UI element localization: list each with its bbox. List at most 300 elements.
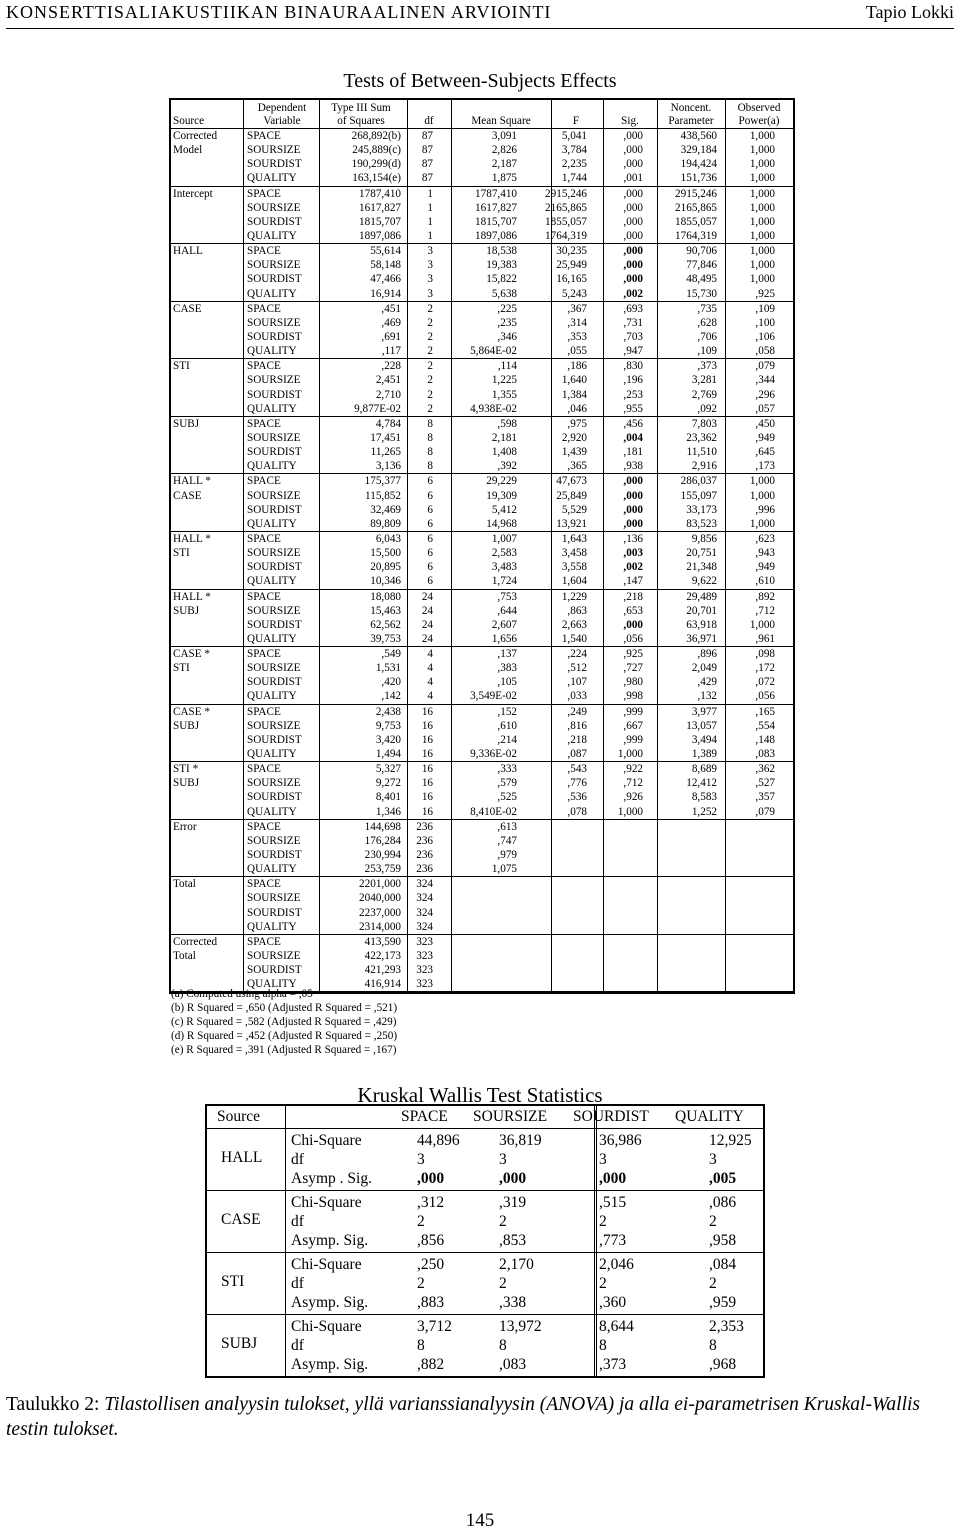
sig-cell: ,196 <box>623 374 643 387</box>
noncent-param-cell: 194,424 <box>680 158 717 171</box>
anova-row <box>171 820 793 834</box>
f-value-cell: 13,921 <box>556 517 587 530</box>
dependent-variable-cell: SOURDIST <box>247 849 302 862</box>
dependent-variable-cell: QUALITY <box>247 287 297 300</box>
kw-soursize-cell: ,000 <box>499 1170 527 1187</box>
sum-of-squares-cell: 2,451 <box>375 374 401 387</box>
anova-source-line: SUBJ <box>173 417 200 430</box>
noncent-param-cell: 3,281 <box>691 374 717 387</box>
f-value-cell: ,107 <box>567 676 587 689</box>
df-cell: 16 <box>421 791 433 804</box>
mean-square-cell: 9,336E-02 <box>470 748 517 761</box>
kw-sourdist-cell: ,360 <box>599 1294 627 1311</box>
mean-square-cell: ,644 <box>497 604 517 617</box>
noncent-param-cell: 2165,865 <box>675 201 717 214</box>
sum-of-squares-cell: 1,494 <box>375 748 401 761</box>
df-cell: 6 <box>427 532 433 545</box>
df-cell: 8 <box>427 431 433 444</box>
kw-header-quality: QUALITY <box>675 1108 744 1125</box>
kw-group-source: SUBJ <box>221 1335 258 1352</box>
dependent-variable-cell: SOURDIST <box>247 733 302 746</box>
df-cell: 4 <box>427 662 433 675</box>
observed-power-cell: ,056 <box>755 690 775 703</box>
sum-of-squares-cell: 32,469 <box>370 503 401 516</box>
f-value-cell: 2915,246 <box>545 187 587 200</box>
noncent-param-cell: 11,510 <box>686 446 717 459</box>
df-cell: 2 <box>427 330 433 343</box>
anova-row <box>171 489 793 503</box>
dependent-variable-cell: SOURDIST <box>247 964 302 977</box>
f-value-cell: ,033 <box>567 690 587 703</box>
observed-power-cell: ,527 <box>755 777 775 790</box>
sum-of-squares-cell: 62,562 <box>370 618 401 631</box>
noncent-param-cell: 7,803 <box>691 417 717 430</box>
observed-power-cell: ,943 <box>755 547 775 560</box>
anova-row <box>171 733 793 747</box>
noncent-param-cell: 21,348 <box>686 561 717 574</box>
anova-source-line: Total <box>173 878 196 891</box>
sum-of-squares-cell: 3,420 <box>375 733 401 746</box>
dependent-variable-cell: SPACE <box>247 935 281 948</box>
header-df: df <box>424 115 434 127</box>
anova-row <box>171 171 793 185</box>
df-cell: 24 <box>421 604 433 617</box>
anova-row <box>171 790 793 804</box>
anova-row <box>171 935 793 949</box>
df-cell: 24 <box>421 632 433 645</box>
mean-square-cell: 2,583 <box>491 547 517 560</box>
anova-row <box>171 503 793 517</box>
sig-cell: ,000 <box>623 201 643 214</box>
kw-row <box>207 1256 763 1275</box>
mean-square-cell: 2,826 <box>491 144 517 157</box>
dependent-variable-cell: SOURDIST <box>247 791 302 804</box>
anova-row <box>171 344 793 358</box>
sum-of-squares-cell: 55,614 <box>370 245 401 258</box>
dependent-variable-cell: SOURDIST <box>247 618 302 631</box>
kw-header-source: Source <box>217 1108 261 1125</box>
mean-square-cell: ,333 <box>497 763 517 776</box>
df-cell: 6 <box>427 489 433 502</box>
anova-row <box>171 604 793 618</box>
f-value-cell: ,543 <box>567 763 587 776</box>
observed-power-cell: 1,000 <box>749 618 775 631</box>
kw-quality-cell: 2 <box>709 1213 717 1230</box>
mean-square-cell: ,598 <box>497 417 517 430</box>
kw-group-source: HALL <box>221 1149 263 1166</box>
mean-square-cell: 2,181 <box>491 431 517 444</box>
mean-square-cell: ,235 <box>497 316 517 329</box>
kw-row <box>207 1318 763 1337</box>
dependent-variable-cell: SOURSIZE <box>247 316 301 329</box>
anova-footnote: (e) R Squared = ,391 (Adjusted R Squared = ,167) <box>171 1044 397 1056</box>
anova-footnote: (d) R Squared = ,452 (Adjusted R Squared = ,250) <box>171 1030 398 1042</box>
kw-quality-cell: ,086 <box>709 1194 737 1211</box>
df-cell: 16 <box>421 763 433 776</box>
sum-of-squares-cell: 47,466 <box>370 273 401 286</box>
f-value-cell: ,186 <box>567 360 587 373</box>
observed-power-cell: ,100 <box>755 316 775 329</box>
sig-cell: ,000 <box>623 503 643 516</box>
noncent-param-cell: 3,494 <box>691 733 717 746</box>
sig-cell: ,998 <box>623 690 643 703</box>
sum-of-squares-cell: 144,698 <box>364 820 401 833</box>
anova-group <box>171 705 793 763</box>
sum-of-squares-cell: 9,753 <box>375 719 401 732</box>
dependent-variable-cell: SOURSIZE <box>247 201 301 214</box>
df-cell: 8 <box>427 417 433 430</box>
f-value-cell: ,536 <box>567 791 587 804</box>
kw-quality-cell: ,968 <box>709 1356 737 1373</box>
noncent-param-cell: 9,856 <box>691 532 717 545</box>
f-value-cell: ,218 <box>567 733 587 746</box>
dependent-variable-cell: SOURSIZE <box>247 374 301 387</box>
noncent-param-cell: 83,523 <box>686 517 717 530</box>
df-cell: 323 <box>416 950 433 963</box>
mean-square-cell: 1,408 <box>491 446 517 459</box>
sig-cell: ,667 <box>623 719 643 732</box>
anova-source-line: Error <box>173 820 197 833</box>
anova-table <box>169 98 795 994</box>
sig-cell: ,000 <box>623 517 643 530</box>
observed-power-cell: ,106 <box>755 330 775 343</box>
dependent-variable-cell: QUALITY <box>247 748 297 761</box>
dependent-variable-cell: SPACE <box>247 820 281 833</box>
df-cell: 16 <box>421 748 433 761</box>
observed-power-cell: ,450 <box>755 417 775 430</box>
observed-power-cell: ,058 <box>755 345 775 358</box>
sum-of-squares-cell: 58,148 <box>370 259 401 272</box>
sig-cell: ,002 <box>623 561 643 574</box>
f-value-cell: ,365 <box>567 460 587 473</box>
df-cell: 8 <box>427 460 433 473</box>
kw-row <box>207 1294 763 1313</box>
observed-power-cell: 1,000 <box>749 215 775 228</box>
kw-space-cell: ,883 <box>417 1294 445 1311</box>
df-cell: 6 <box>427 575 433 588</box>
df-cell: 323 <box>416 964 433 977</box>
kw-space-cell: 2 <box>417 1275 425 1292</box>
observed-power-cell: 1,000 <box>749 489 775 502</box>
dependent-variable-cell: SOURDIST <box>247 446 302 459</box>
sum-of-squares-cell: 416,914 <box>364 978 401 991</box>
anova-row <box>171 834 793 848</box>
anova-source-line: SUBJ <box>173 777 200 790</box>
sum-of-squares-cell: 1815,707 <box>359 215 401 228</box>
mean-square-cell: 1,007 <box>491 532 517 545</box>
f-value-cell: 1855,057 <box>545 215 587 228</box>
sig-cell: ,000 <box>623 158 643 171</box>
noncent-param-cell: 15,730 <box>686 287 717 300</box>
sig-cell: ,999 <box>623 733 643 746</box>
anova-source-line: STI <box>173 360 190 373</box>
sum-of-squares-cell: ,228 <box>381 360 401 373</box>
anova-group <box>171 417 793 475</box>
dependent-variable-cell: SPACE <box>247 590 281 603</box>
anova-source-line: CASE <box>173 302 202 315</box>
sum-of-squares-cell: 9,272 <box>375 777 401 790</box>
observed-power-cell: ,109 <box>755 302 775 315</box>
sum-of-squares-cell: 39,753 <box>370 632 401 645</box>
noncent-param-cell: ,092 <box>697 402 717 415</box>
df-cell: 323 <box>416 978 433 991</box>
anova-row <box>171 143 793 157</box>
sum-of-squares-cell: ,451 <box>381 302 401 315</box>
f-value-cell: ,078 <box>567 805 587 818</box>
kw-space-cell: 3,712 <box>417 1318 452 1335</box>
kw-stat-label: df <box>291 1151 304 1168</box>
kruskal-title: Kruskal Wallis Test Statistics <box>357 1083 603 1107</box>
observed-power-cell: 1,000 <box>749 172 775 185</box>
anova-row <box>171 920 793 934</box>
anova-source-line: CASE * <box>173 705 210 718</box>
noncent-param-cell: 12,412 <box>686 777 717 790</box>
kw-header-space: SPACE <box>401 1108 448 1125</box>
anova-column-divider <box>603 100 604 992</box>
df-cell: 236 <box>416 849 433 862</box>
kw-quality-cell: 2 <box>709 1275 717 1292</box>
kw-sourdist-cell: 8,644 <box>599 1318 634 1335</box>
mean-square-cell: 1,875 <box>491 172 517 185</box>
kw-sourdist-cell: 2 <box>599 1275 607 1292</box>
anova-row <box>171 877 793 891</box>
sig-cell: ,004 <box>623 431 643 444</box>
sum-of-squares-cell: 8,401 <box>375 791 401 804</box>
dependent-variable-cell: SOURSIZE <box>247 719 301 732</box>
sum-of-squares-cell: 6,043 <box>375 532 401 545</box>
sum-of-squares-cell: 15,463 <box>370 604 401 617</box>
sum-of-squares-cell: 18,080 <box>370 590 401 603</box>
sig-cell: ,218 <box>623 590 643 603</box>
noncent-param-cell: 77,846 <box>686 259 717 272</box>
sig-cell: ,456 <box>623 417 643 430</box>
df-cell: 6 <box>427 547 433 560</box>
dependent-variable-cell: QUALITY <box>247 690 297 703</box>
f-value-cell: 5,041 <box>561 130 587 142</box>
observed-power-cell: 1,000 <box>749 259 775 272</box>
mean-square-cell: 15,822 <box>486 273 517 286</box>
kw-space-cell: 8 <box>417 1337 425 1354</box>
df-cell: 2 <box>427 374 433 387</box>
noncent-param-cell: 2915,246 <box>675 187 717 200</box>
sum-of-squares-cell: 11,265 <box>370 446 401 459</box>
dependent-variable-cell: QUALITY <box>247 517 297 530</box>
df-cell: 1 <box>427 229 433 242</box>
anova-row <box>171 201 793 215</box>
kw-quality-cell: ,958 <box>709 1232 737 1249</box>
anova-footnotes <box>171 987 397 1057</box>
anova-source-line: STI <box>173 547 190 560</box>
sig-cell: ,955 <box>623 402 643 415</box>
mean-square-cell: ,579 <box>497 777 517 790</box>
observed-power-cell: ,079 <box>755 360 775 373</box>
df-cell: 236 <box>416 820 433 833</box>
anova-group <box>171 532 793 590</box>
dependent-variable-cell: SOURSIZE <box>247 892 301 905</box>
noncent-param-cell: 1,389 <box>691 748 717 761</box>
noncent-param-cell: ,132 <box>697 690 717 703</box>
anova-row <box>171 287 793 301</box>
sum-of-squares-cell: 1897,086 <box>359 229 401 242</box>
f-value-cell: 3,458 <box>561 547 587 560</box>
kw-soursize-cell: 36,819 <box>499 1132 542 1149</box>
noncent-param-cell: 2,769 <box>691 388 717 401</box>
kw-sourdist-cell: 36,986 <box>599 1132 642 1149</box>
df-cell: 324 <box>416 878 433 891</box>
dependent-variable-cell: SOURDIST <box>247 273 302 286</box>
observed-power-cell: ,892 <box>755 590 775 603</box>
header-power: Observed Power(a) <box>737 102 781 127</box>
dependent-variable-cell: QUALITY <box>247 575 297 588</box>
df-cell: 324 <box>416 906 433 919</box>
anova-row <box>171 805 793 819</box>
mean-square-cell: 3,549E-02 <box>470 690 517 703</box>
mean-square-cell: ,747 <box>497 834 517 847</box>
anova-row <box>171 129 793 143</box>
sig-cell: ,136 <box>623 532 643 545</box>
mean-square-cell: 4,938E-02 <box>470 402 517 415</box>
sig-cell: ,727 <box>623 662 643 675</box>
dependent-variable-cell: SPACE <box>247 705 281 718</box>
noncent-param-cell: 9,622 <box>691 575 717 588</box>
anova-source-line: CASE <box>173 489 202 502</box>
f-value-cell: ,046 <box>567 402 587 415</box>
header-author: Tapio Lokki <box>865 2 954 22</box>
kw-space-cell: ,882 <box>417 1356 445 1373</box>
dependent-variable-cell: SPACE <box>247 475 281 488</box>
anova-source-line: HALL * <box>173 590 211 603</box>
observed-power-cell: ,554 <box>755 719 775 732</box>
anova-source-line: STI <box>173 662 190 675</box>
noncent-param-cell: 1855,057 <box>675 215 717 228</box>
sum-of-squares-cell: 10,346 <box>370 575 401 588</box>
observed-power-cell: ,098 <box>755 648 775 661</box>
sig-cell: ,731 <box>623 316 643 329</box>
noncent-param-cell: 8,689 <box>691 763 717 776</box>
dependent-variable-cell: SOURDIST <box>247 906 302 919</box>
anova-row <box>171 316 793 330</box>
sum-of-squares-cell: 16,914 <box>370 287 401 300</box>
mean-square-cell: ,114 <box>497 360 517 373</box>
noncent-param-cell: 1764,319 <box>675 229 717 242</box>
anova-row <box>171 963 793 977</box>
observed-power-cell: ,172 <box>755 662 775 675</box>
anova-footnote: (a) Computed using alpha = ,05 <box>171 988 313 1000</box>
kw-stat-label: Asymp. Sig. <box>291 1232 369 1249</box>
mean-square-cell: ,979 <box>497 849 517 862</box>
sum-of-squares-cell: ,469 <box>381 316 401 329</box>
sum-of-squares-cell: 2314,000 <box>359 920 401 933</box>
kw-space-cell: 3 <box>417 1151 425 1168</box>
mean-square-cell: ,753 <box>497 590 517 603</box>
df-cell: 2 <box>427 302 433 315</box>
anova-row <box>171 157 793 171</box>
anova-row <box>171 574 793 588</box>
dependent-variable-cell: SOURSIZE <box>247 259 301 272</box>
mean-square-cell: 5,638 <box>491 287 517 300</box>
sig-cell: ,693 <box>623 302 643 315</box>
mean-square-cell: 3,483 <box>491 561 517 574</box>
f-value-cell: ,055 <box>567 345 587 358</box>
anova-source-line: SUBJ <box>173 719 200 732</box>
mean-square-cell: ,214 <box>497 733 517 746</box>
sig-cell: ,147 <box>623 575 643 588</box>
sig-cell: ,980 <box>623 676 643 689</box>
noncent-param-cell: 33,173 <box>686 503 717 516</box>
mean-square-cell: 8,410E-02 <box>470 805 517 818</box>
anova-column-divider <box>451 100 452 992</box>
kw-soursize-cell: 2,170 <box>499 1256 534 1273</box>
f-value-cell: 1,540 <box>561 632 587 645</box>
sig-cell: ,000 <box>623 229 643 242</box>
sum-of-squares-cell: ,691 <box>381 330 401 343</box>
dependent-variable-cell: SPACE <box>247 648 281 661</box>
f-value-cell: ,776 <box>567 777 587 790</box>
sum-of-squares-cell: ,142 <box>381 690 401 703</box>
noncent-param-cell: ,896 <box>697 648 717 661</box>
kw-group <box>207 1129 763 1191</box>
mean-square-cell: 1815,707 <box>475 215 517 228</box>
observed-power-cell: ,961 <box>755 632 775 645</box>
df-cell: 24 <box>421 618 433 631</box>
noncent-param-cell: 8,583 <box>691 791 717 804</box>
mean-square-cell: ,105 <box>497 676 517 689</box>
kw-soursize-cell: ,083 <box>499 1356 527 1373</box>
anova-row <box>171 705 793 719</box>
f-value-cell: 1,643 <box>561 532 587 545</box>
mean-square-cell: ,225 <box>497 302 517 315</box>
dependent-variable-cell: QUALITY <box>247 172 297 185</box>
kw-stat-label: Asymp . Sig. <box>291 1170 372 1187</box>
sum-of-squares-cell: 421,293 <box>364 964 401 977</box>
kw-space-cell: ,856 <box>417 1232 445 1249</box>
anova-row <box>171 187 793 201</box>
noncent-param-cell: 20,751 <box>686 547 717 560</box>
df-cell: 2 <box>427 345 433 358</box>
mean-square-cell: 1,724 <box>491 575 517 588</box>
kw-group <box>207 1191 763 1253</box>
noncent-param-cell: 36,971 <box>686 632 717 645</box>
observed-power-cell: ,148 <box>755 733 775 746</box>
anova-header-row <box>171 100 793 129</box>
sum-of-squares-cell: 2040,000 <box>359 892 401 905</box>
df-cell: 3 <box>427 259 433 272</box>
f-value-cell: 3,784 <box>561 144 587 157</box>
noncent-param-cell: 329,184 <box>680 144 717 157</box>
kw-group-source: STI <box>221 1273 245 1290</box>
kw-soursize-cell: ,338 <box>499 1294 527 1311</box>
kw-body <box>207 1129 763 1376</box>
sum-of-squares-cell: ,117 <box>381 345 401 358</box>
anova-group <box>171 877 793 935</box>
observed-power-cell: ,645 <box>755 446 775 459</box>
sig-cell: ,653 <box>623 604 643 617</box>
kw-row <box>207 1132 763 1151</box>
anova-source-line: STI * <box>173 763 199 776</box>
sig-cell: ,947 <box>623 345 643 358</box>
anova-row <box>171 719 793 733</box>
dependent-variable-cell: QUALITY <box>247 863 297 876</box>
observed-power-cell: 1,000 <box>749 187 775 200</box>
f-value-cell: ,224 <box>567 648 587 661</box>
header-source: Source <box>173 115 205 127</box>
f-value-cell: 2,920 <box>561 431 587 444</box>
anova-group <box>171 129 793 187</box>
noncent-param-cell: ,735 <box>697 302 717 315</box>
observed-power-cell: 1,000 <box>749 229 775 242</box>
observed-power-cell: ,362 <box>755 763 775 776</box>
kw-stat-label: Chi-Square <box>291 1318 362 1335</box>
